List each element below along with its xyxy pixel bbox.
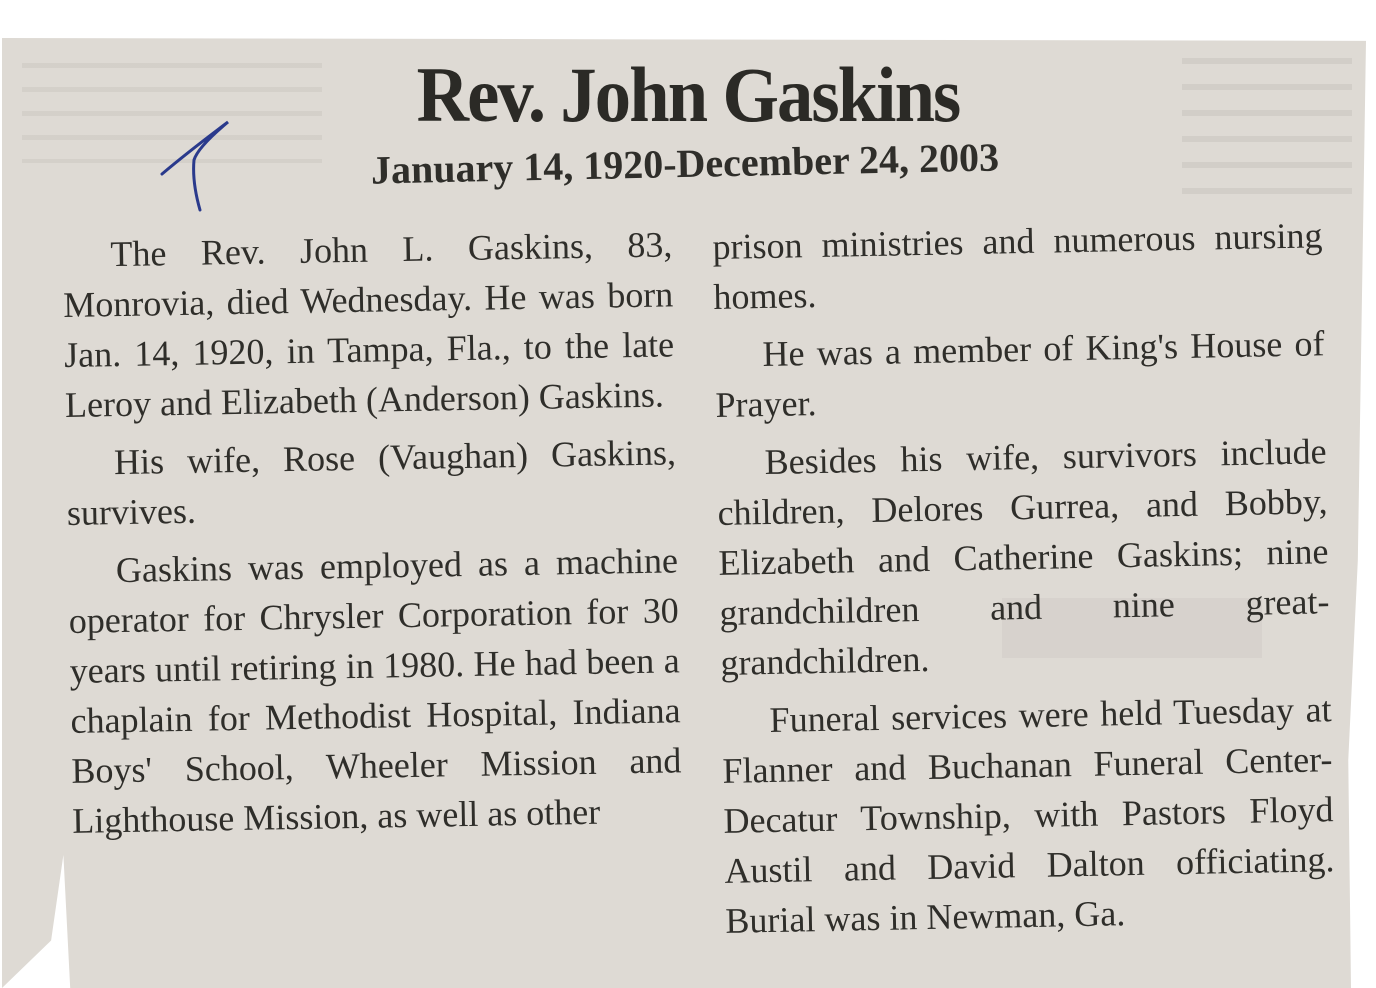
paragraph: Besides his wife, survivors include children, Delores Gurrea, and Bobby, Elizabeth and Catherine Gaskins; nine grandchildren and nine great-grandchildren. <box>717 431 1330 683</box>
paragraph: He was a member of King's House of Prayer. <box>715 323 1325 425</box>
paragraph: Gaskins was employed as a machine operator for Chrysler Corporation for 30 years until retiring in 1980. He had been a chaplain for Methodist Hospital, Indiana Boys' School, Wheeler Mission and Lighthouse Mission, as well as other <box>68 540 682 841</box>
right-column <box>712 210 1336 954</box>
paragraph: prison ministries and numerous nursing homes. <box>712 215 1323 317</box>
paragraph: The Rev. John L. Gaskins, 83, Monrovia, died Wednesday. He was born Jan. 14, 1920, in Tampa, Fla., to the late Leroy and Elizabeth (Anderson) Gaskins. <box>62 224 675 425</box>
obituary-title: Rev. John Gaskins <box>416 51 960 138</box>
paragraph: His wife, Rose (Vaughan) Gaskins, survives. <box>66 432 677 533</box>
left-column <box>62 219 683 854</box>
obituary-dates: January 14, 1920-December 24, 2003 <box>370 134 1000 193</box>
paragraph: Funeral services were held Tuesday at Flanner and Buchanan Funeral Center-Decatur Township, with Pastors Floyd Austil and David Dalton officiating. Burial was in Newman, Ga. <box>722 689 1335 941</box>
